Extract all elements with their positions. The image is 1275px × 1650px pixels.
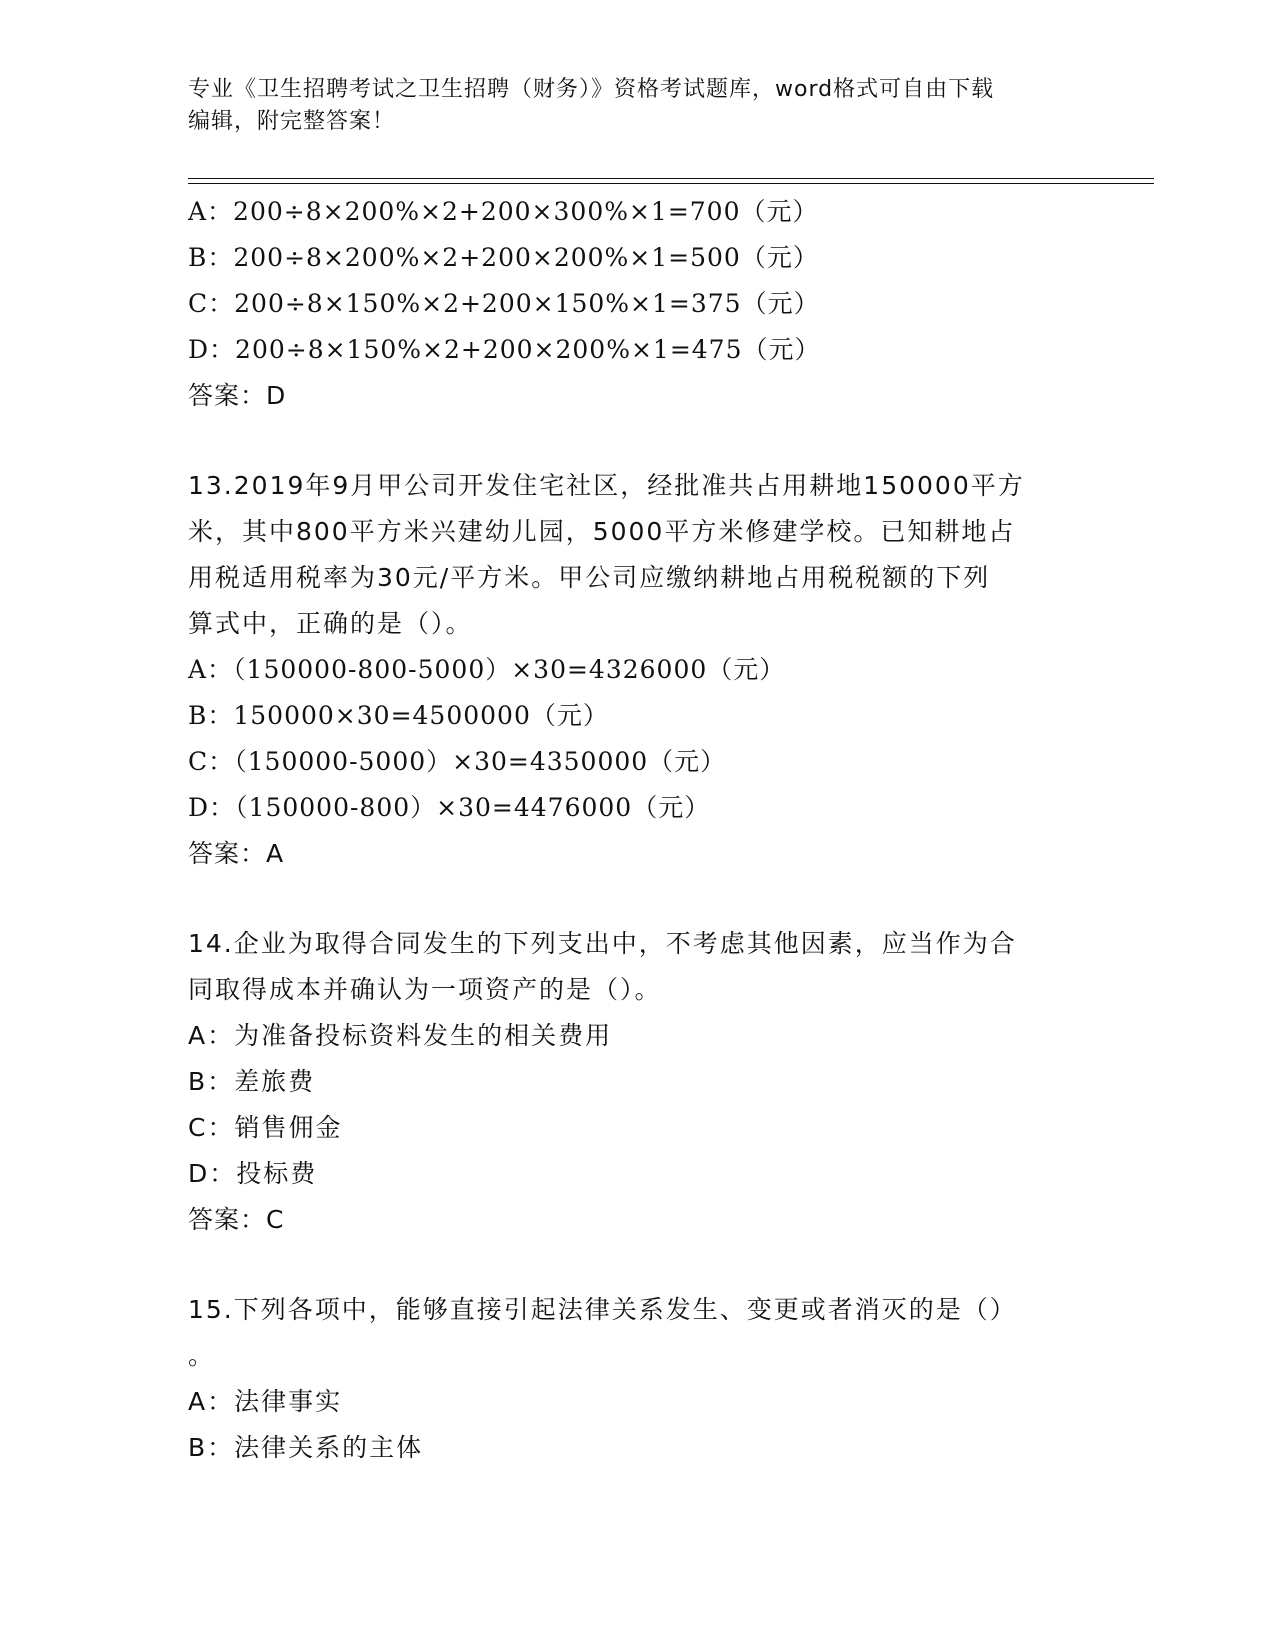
question-12-tail xyxy=(188,189,1088,419)
question-list xyxy=(188,189,1088,1471)
question-stem-line: 算式中，正确的是（）。 xyxy=(188,609,473,638)
header-line-1: 专业《卫生招聘考试之卫生招聘（财务）》资格考试题库，word格式可自由下载 xyxy=(188,77,995,102)
question-stem-line: 。 xyxy=(188,1341,216,1370)
option-c: C：销售佣金 xyxy=(188,1113,343,1142)
option-a: A：为准备投标资料发生的相关费用 xyxy=(188,1021,613,1050)
option-d: D：200÷8×150%×2+200×200%×1=475（元） xyxy=(188,335,821,364)
option-b: B：法律关系的主体 xyxy=(188,1433,424,1462)
option-a: A：（150000-800-5000）×30=4326000（元） xyxy=(188,655,786,684)
question-stem-line: 用税适用税率为30元/平方米。甲公司应缴纳耕地占用税税额的下列 xyxy=(188,563,991,592)
header-line-2: 编辑，附完整答案！ xyxy=(188,109,396,134)
option-b: B：200÷8×200%×2+200×200%×1=500（元） xyxy=(188,243,819,272)
option-b: B：差旅费 xyxy=(188,1067,316,1096)
answer: 答案：C xyxy=(188,1205,285,1234)
question-stem-line: 13.2019年9月甲公司开发住宅社区，经批准共占用耕地150000平方 xyxy=(188,471,1025,500)
option-d: D：投标费 xyxy=(188,1159,318,1188)
option-c: C：200÷8×150%×2+200×150%×1=375（元） xyxy=(188,289,820,318)
question-stem-line: 15.下列各项中，能够直接引起法律关系发生、变更或者消灭的是（） xyxy=(188,1295,1017,1324)
question-stem-line: 14.企业为取得合同发生的下列支出中，不考虑其他因素，应当作为合 xyxy=(188,929,1017,958)
option-d: D：（150000-800）×30=4476000（元） xyxy=(188,793,711,822)
answer: 答案：D xyxy=(188,381,287,410)
question-15 xyxy=(188,1287,1088,1471)
option-b: B：150000×30=4500000（元） xyxy=(188,701,609,730)
option-a: A：200÷8×200%×2+200×300%×1=700（元） xyxy=(188,197,819,226)
question-14 xyxy=(188,921,1088,1243)
answer: 答案：A xyxy=(188,839,285,868)
header-rule-bottom xyxy=(188,183,1154,184)
page-header xyxy=(188,74,1088,138)
question-13 xyxy=(188,463,1088,877)
header-rule-top xyxy=(188,178,1154,179)
option-c: C：（150000-5000）×30=4350000（元） xyxy=(188,747,727,776)
question-stem-line: 米，其中800平方米兴建幼儿园，5000平方米修建学校。已知耕地占 xyxy=(188,517,1016,546)
option-a: A：法律事实 xyxy=(188,1387,343,1416)
question-stem-line: 同取得成本并确认为一项资产的是（）。 xyxy=(188,975,662,1004)
